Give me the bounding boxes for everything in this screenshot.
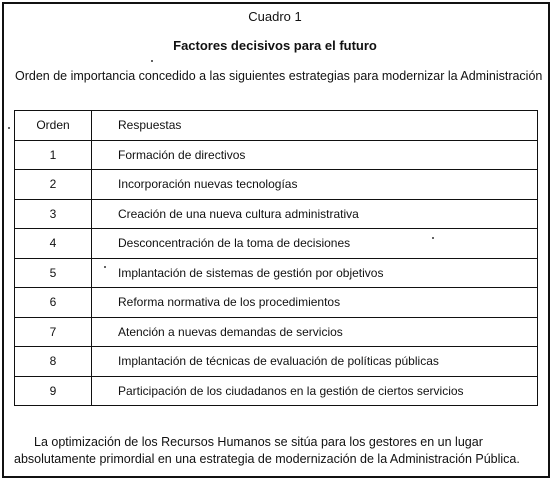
row-respuesta: Formación de directivos <box>92 140 538 170</box>
row-respuesta: Participación de los ciudadanos en la gestión de ciertos servicios <box>92 376 538 406</box>
row-orden: 5 <box>15 258 92 288</box>
scan-speck <box>104 266 106 268</box>
table-header-row <box>15 111 538 141</box>
row-orden: 2 <box>15 170 92 200</box>
table-row <box>15 347 538 377</box>
row-respuesta: Implantación de sistemas de gestión por objetivos <box>92 258 538 288</box>
row-respuesta: Implantación de técnicas de evaluación de políticas públicas <box>92 347 538 377</box>
row-orden: 7 <box>15 317 92 347</box>
scan-speck <box>432 237 434 239</box>
table-row <box>15 229 538 259</box>
row-orden: 3 <box>15 199 92 229</box>
row-respuesta: Atención a nuevas demandas de servicios <box>92 317 538 347</box>
scan-speck <box>151 60 153 62</box>
scan-speck <box>8 127 10 129</box>
row-respuesta: Desconcentración de la toma de decisiones <box>92 229 538 259</box>
table-row <box>15 288 538 318</box>
row-orden: 9 <box>15 376 92 406</box>
row-orden: 6 <box>15 288 92 318</box>
table-row <box>15 170 538 200</box>
table-row <box>15 140 538 170</box>
row-orden: 4 <box>15 229 92 259</box>
table-title: Factores decisivos para el futuro <box>173 38 377 53</box>
table-row <box>15 199 538 229</box>
row-respuesta: Creación de una nueva cultura administrativa <box>92 199 538 229</box>
table-row <box>15 258 538 288</box>
footer-note: La optimización de los Recursos Humanos se sitúa para los gestores en un lugar absolutamente primordial en una estrategia de modernización de la Administración Pública. <box>14 435 520 466</box>
row-respuesta: Incorporación nuevas tecnologías <box>92 170 538 200</box>
table-row <box>15 376 538 406</box>
header-respuestas: Respuestas <box>92 111 538 141</box>
row-orden: 1 <box>15 140 92 170</box>
strategies-table <box>14 110 538 406</box>
row-respuesta: Reforma normativa de los procedimientos <box>92 288 538 318</box>
table-subtitle: Orden de importancia concedido a las siguientes estrategias para modernizar la Administración <box>15 69 543 83</box>
table-row <box>15 317 538 347</box>
row-orden: 8 <box>15 347 92 377</box>
table-number: Cuadro 1 <box>248 9 302 24</box>
header-orden: Orden <box>15 111 92 141</box>
